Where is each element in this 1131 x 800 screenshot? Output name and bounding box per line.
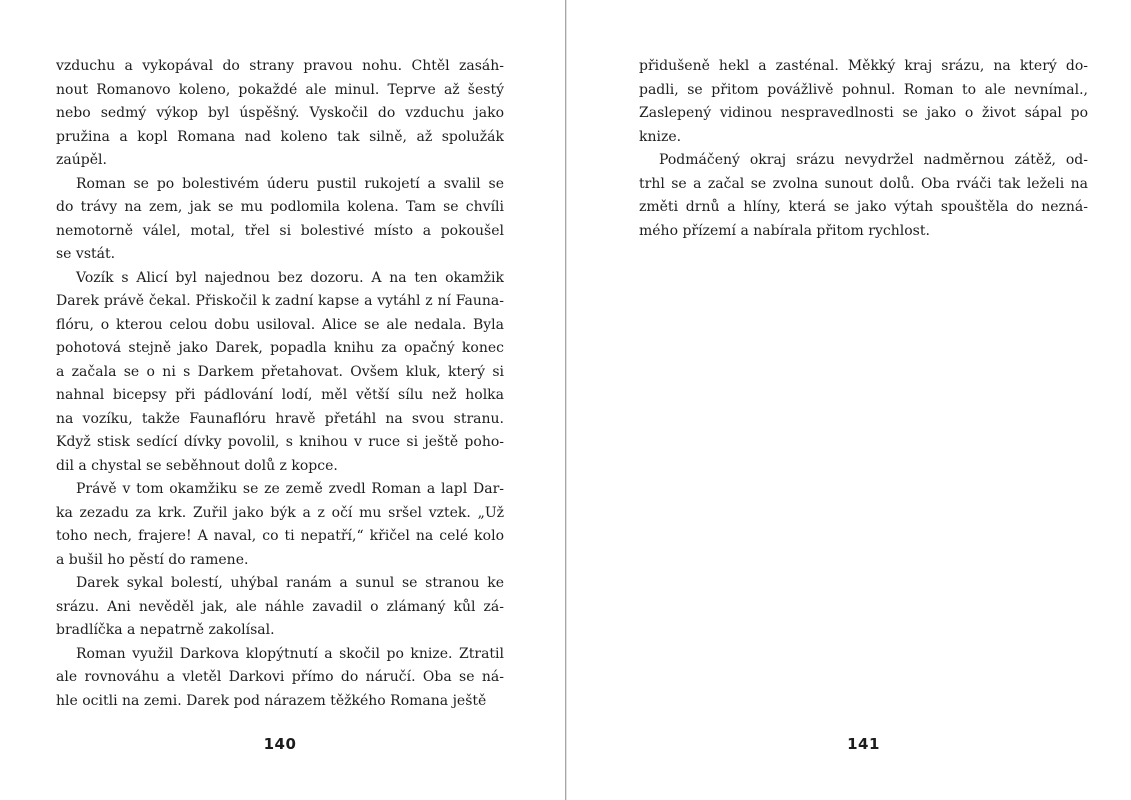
text-line: Když stisk sedící dívky povolil, s knihou v ruce si ještě poho-: [56, 434, 504, 450]
text-line: trhl se a začal se zvolna sunout dolů. Oba rváči tak leželi na: [639, 175, 1088, 192]
text-line: Podmáčený okraj srázu nevydržel nadměrnou zátěž, od-: [659, 152, 1088, 168]
text-line: hle ocitli na zemi. Darek pod nárazem těžkého Romana ještě: [56, 692, 487, 709]
text-line: knize.: [639, 128, 682, 145]
text-line: nebo sedmý výkop byl úspěšný. Vyskočil do vzduchu jako: [56, 105, 504, 121]
text-line: dil a chystal se seběhnout dolů z kopce.: [56, 457, 338, 474]
page-number-right: 141: [847, 735, 880, 753]
text-line: bradlíčka a nepatrně zakolísal.: [56, 622, 275, 638]
text-line: Darek sykal bolestí, uhýbal ranám a sunul se stranou ke: [76, 575, 504, 591]
text-line: pohotová stejně jako Darek, popadla knihu za opačný konec: [56, 340, 504, 356]
text-line: ale rovnováhu a vletěl Darkovi přímo do náručí. Oba se ná-: [56, 669, 504, 685]
text-line: a začala se o ni s Darkem přetahovat. Ovšem kluk, který si: [56, 363, 504, 380]
text-line: přidušeně hekl a zasténal. Měkký kraj srázu, na který do-: [639, 58, 1088, 74]
text-line: Právě v tom okamžiku se ze země zvedl Roman a lapl Dar-: [76, 481, 504, 497]
page-number-left: 140: [263, 735, 297, 753]
text-line: ka zezadu za krk. Zuřil jako býk a z očí mu sršel vztek. „Už: [56, 504, 504, 521]
page-left: [56, 0, 504, 800]
page-right-textblock: [639, 55, 1088, 243]
text-line: na vozíku, takže Faunaflóru hravě přetáhl na svou stranu.: [56, 410, 504, 427]
text-line: flóru, o kterou celou dobu usiloval. Alice se ale nedala. Byla: [56, 316, 504, 333]
text-line: Roman využil Darkova klopýtnutí a skočil po knize. Ztratil: [76, 645, 504, 662]
text-line: nemotorně válel, motal, třel si bolestivé místo a pokoušel: [56, 222, 504, 239]
text-line: změti drnů a hlíny, která se jako výtah spouštěla do nezná-: [639, 199, 1088, 215]
text-line: vzduchu a vykopával do strany pravou nohu. Chtěl zasáh-: [56, 58, 504, 74]
text-line: nout Romanovo koleno, pokaždé ale minul. Teprve až šestý: [56, 81, 504, 98]
text-line: srázu. Ani nevěděl jak, ale náhle zavadil o zlámaný kůl zá-: [56, 598, 504, 615]
text-line: se vstát.: [56, 246, 116, 262]
text-line: a bušil ho pěstí do ramene.: [56, 551, 249, 568]
text-line: Vozík s Alicí byl najednou bez dozoru. A na ten okamžik: [76, 269, 504, 286]
text-line: zaúpěl.: [56, 152, 107, 168]
text-line: pružina a kopl Romana nad koleno tak silně, až spolužák: [56, 128, 504, 145]
page-divider: [565, 0, 566, 800]
text-line: mého přízemí a nabírala přitom rychlost.: [639, 222, 930, 239]
text-line: nahnal bicepsy při pádlování lodí, měl větší sílu než holka: [56, 387, 504, 403]
text-line: padli, se přitom povážlivě pohnul. Roman to ale nevnímal.,: [639, 81, 1088, 98]
text-line: Darek právě čekal. Přiskočil k zadní kapse a vytáhl z ní Fauna-: [56, 293, 504, 309]
text-line: Roman se po bolestivém úderu pustil rukojetí a svalil se: [76, 175, 504, 192]
page-left-textblock: [56, 55, 504, 713]
text-line: Zaslepený vidinou nespravedlnosti se jako o život sápal po: [639, 105, 1088, 121]
text-line: toho nech, frajere! A naval, co ti nepatří,“ křičel na celé kolo: [56, 528, 504, 544]
text-line: do trávy na zem, jak se mu podlomila kolena. Tam se chvíli: [56, 199, 504, 215]
page-right: [639, 0, 1088, 800]
